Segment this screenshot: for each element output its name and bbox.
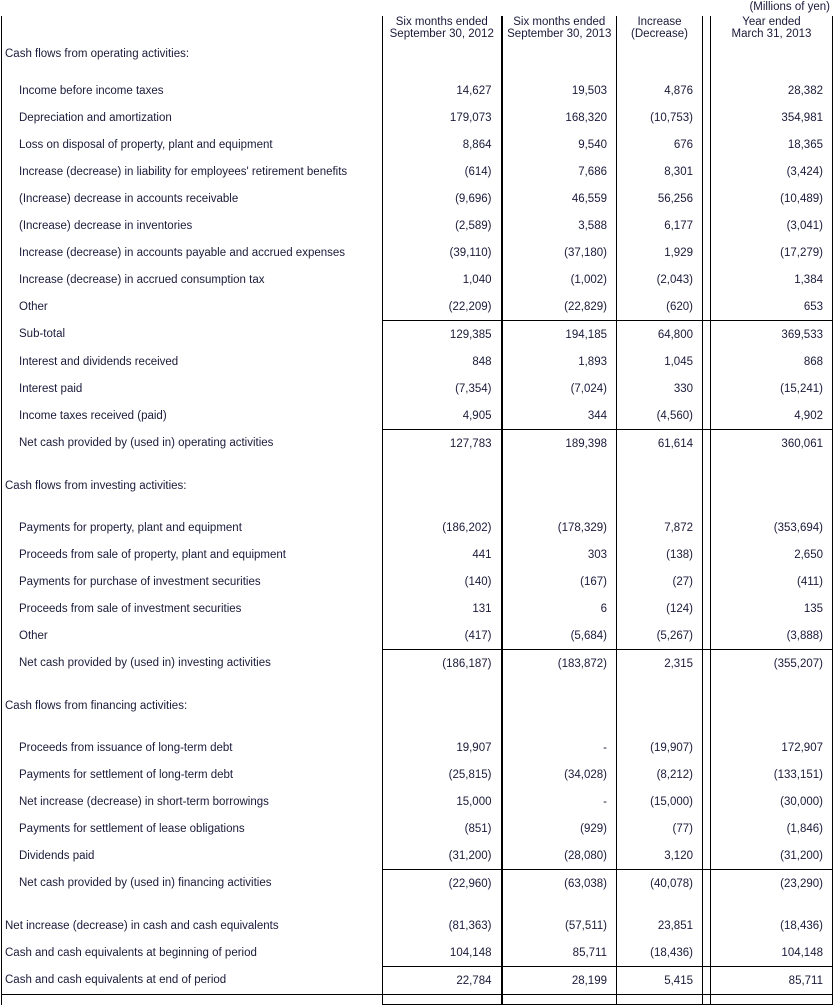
section-title: Cash flows from operating activities: xyxy=(2,40,383,67)
row-gap-cell xyxy=(703,40,711,67)
row-value-h1_2012: 22,784 xyxy=(383,967,502,995)
table-row xyxy=(2,131,833,158)
spacer-cell xyxy=(711,677,833,692)
row-value-h1_2012: (851) xyxy=(383,815,502,842)
table-row xyxy=(2,293,833,321)
table-closing-rule-row xyxy=(2,995,833,1005)
row-value-h1_2013: - xyxy=(502,788,617,815)
column-header-h1_2013 xyxy=(502,16,617,40)
spacer-cell xyxy=(502,67,617,77)
spacer-cell xyxy=(383,457,502,472)
row-gap-cell xyxy=(703,131,711,158)
row-value-fy2013: (3,424) xyxy=(711,158,833,185)
cash-flow-table-body xyxy=(2,16,833,1005)
row-value-h1_2012: (7,354) xyxy=(383,375,502,402)
row-label: (Increase) decrease in inventories xyxy=(2,212,383,239)
spacer-cell xyxy=(502,677,617,692)
header-label-cell xyxy=(2,16,383,40)
row-label: Proceeds from issuance of long-term debt xyxy=(2,734,383,761)
row-gap-cell xyxy=(703,761,711,788)
row-label: Net cash provided by (used in) operating activities xyxy=(2,430,383,458)
row-value-change: 56,256 xyxy=(617,185,703,212)
row-gap-cell xyxy=(703,104,711,131)
row-value-h1_2013: (57,511) xyxy=(502,912,617,939)
spacer-cell xyxy=(711,719,833,734)
section-title-spacer xyxy=(502,40,617,67)
row-value-h1_2012: (22,960) xyxy=(383,870,502,898)
spacer-row xyxy=(2,67,833,77)
spacer-cell xyxy=(383,499,502,514)
closing-rule-cell xyxy=(711,995,833,1005)
table-row xyxy=(2,104,833,131)
row-value-h1_2012: (25,815) xyxy=(383,761,502,788)
row-value-h1_2013: (37,180) xyxy=(502,239,617,266)
row-value-fy2013: (1,846) xyxy=(711,815,833,842)
spacer-cell xyxy=(703,677,711,692)
row-value-h1_2012: (614) xyxy=(383,158,502,185)
row-gap-cell xyxy=(703,348,711,375)
row-gap-cell xyxy=(703,622,711,650)
row-value-h1_2013: 28,199 xyxy=(502,967,617,995)
row-value-change: 5,415 xyxy=(617,967,703,995)
table-row xyxy=(2,650,833,678)
row-value-change: (18,436) xyxy=(617,939,703,967)
table-row xyxy=(2,185,833,212)
spacer-cell xyxy=(383,719,502,734)
row-value-change: 676 xyxy=(617,131,703,158)
section-title-spacer xyxy=(711,472,833,499)
row-value-fy2013: 354,981 xyxy=(711,104,833,131)
row-label: Proceeds from sale of investment securities xyxy=(2,595,383,622)
row-value-change: (2,043) xyxy=(617,266,703,293)
spacer-cell xyxy=(617,677,703,692)
row-value-fy2013: (23,290) xyxy=(711,870,833,898)
row-value-change: (19,907) xyxy=(617,734,703,761)
row-value-h1_2012: 15,000 xyxy=(383,788,502,815)
row-value-fy2013: 4,902 xyxy=(711,402,833,430)
row-value-fy2013: 653 xyxy=(711,293,833,321)
row-label: Cash and cash equivalents at end of period xyxy=(2,967,383,995)
row-label: Other xyxy=(2,622,383,650)
spacer-cell xyxy=(617,897,703,912)
row-gap-cell xyxy=(703,321,711,349)
row-value-fy2013: (31,200) xyxy=(711,842,833,870)
spacer-row xyxy=(2,457,833,472)
row-value-h1_2012: 104,148 xyxy=(383,939,502,967)
row-value-h1_2012: 1,040 xyxy=(383,266,502,293)
row-label: Net cash provided by (used in) financing activities xyxy=(2,870,383,898)
row-label: Increase (decrease) in accrued consumption tax xyxy=(2,266,383,293)
spacer-cell xyxy=(2,897,383,912)
row-gap-cell xyxy=(703,788,711,815)
row-value-fy2013: 18,365 xyxy=(711,131,833,158)
spacer-cell xyxy=(703,719,711,734)
row-value-h1_2013: (5,684) xyxy=(502,622,617,650)
row-value-change: 4,876 xyxy=(617,77,703,104)
row-value-h1_2013: 46,559 xyxy=(502,185,617,212)
row-value-h1_2012: (186,202) xyxy=(383,514,502,541)
row-value-h1_2013: (28,080) xyxy=(502,842,617,870)
spacer-cell xyxy=(711,897,833,912)
row-value-change: (77) xyxy=(617,815,703,842)
row-value-h1_2012: 131 xyxy=(383,595,502,622)
row-label: Loss on disposal of property, plant and equipment xyxy=(2,131,383,158)
row-value-h1_2012: (186,187) xyxy=(383,650,502,678)
row-value-fy2013: 1,384 xyxy=(711,266,833,293)
row-value-fy2013: 2,650 xyxy=(711,541,833,568)
row-value-fy2013: (30,000) xyxy=(711,788,833,815)
spacer-cell xyxy=(2,719,383,734)
closing-rule-cell xyxy=(2,995,383,1005)
row-value-change: (5,267) xyxy=(617,622,703,650)
row-gap-cell xyxy=(703,842,711,870)
row-value-change: (4,560) xyxy=(617,402,703,430)
table-row xyxy=(2,321,833,349)
spacer-cell xyxy=(711,457,833,472)
spacer-cell xyxy=(711,67,833,77)
spacer-cell xyxy=(2,677,383,692)
row-gap-cell xyxy=(703,293,711,321)
row-value-change: (620) xyxy=(617,293,703,321)
row-value-change: (40,078) xyxy=(617,870,703,898)
column-header-line2: September 30, 2012 xyxy=(389,28,494,40)
row-value-h1_2012: 8,864 xyxy=(383,131,502,158)
row-value-h1_2012: (417) xyxy=(383,622,502,650)
table-row xyxy=(2,266,833,293)
row-value-change: (8,212) xyxy=(617,761,703,788)
spacer-cell xyxy=(383,67,502,77)
row-label: Payments for purchase of investment securities xyxy=(2,568,383,595)
spacer-cell xyxy=(703,67,711,77)
spacer-cell xyxy=(502,499,617,514)
spacer-cell xyxy=(703,499,711,514)
row-value-h1_2013: 85,711 xyxy=(502,939,617,967)
row-value-h1_2013: 168,320 xyxy=(502,104,617,131)
row-label: Increase (decrease) in accounts payable and accrued expenses xyxy=(2,239,383,266)
table-row xyxy=(2,939,833,967)
row-value-h1_2013: (929) xyxy=(502,815,617,842)
spacer-cell xyxy=(617,457,703,472)
row-label: Payments for settlement of long-term debt xyxy=(2,761,383,788)
row-gap-cell xyxy=(703,472,711,499)
column-header-line2: March 31, 2013 xyxy=(731,28,812,40)
spacer-row xyxy=(2,499,833,514)
row-value-h1_2012: (140) xyxy=(383,568,502,595)
row-label: Interest paid xyxy=(2,375,383,402)
table-row xyxy=(2,967,833,995)
spacer-cell xyxy=(502,457,617,472)
row-value-change: 330 xyxy=(617,375,703,402)
section-title-spacer xyxy=(383,692,502,719)
section-title-spacer xyxy=(383,472,502,499)
section-title-spacer xyxy=(617,40,703,67)
row-value-fy2013: 28,382 xyxy=(711,77,833,104)
row-value-h1_2013: 19,503 xyxy=(502,77,617,104)
section-header-row xyxy=(2,472,833,499)
row-label: Cash and cash equivalents at beginning of period xyxy=(2,939,383,967)
row-value-fy2013: 104,148 xyxy=(711,939,833,967)
section-title-spacer xyxy=(711,692,833,719)
row-value-h1_2013: (167) xyxy=(502,568,617,595)
section-header-row xyxy=(2,40,833,67)
row-value-fy2013: (15,241) xyxy=(711,375,833,402)
row-gap-cell xyxy=(703,266,711,293)
row-value-h1_2013: (183,872) xyxy=(502,650,617,678)
column-header-line2: (Decrease) xyxy=(631,28,688,40)
spacer-cell xyxy=(2,67,383,77)
table-row xyxy=(2,430,833,458)
table-row xyxy=(2,541,833,568)
table-row xyxy=(2,158,833,185)
row-gap-cell xyxy=(703,734,711,761)
row-value-h1_2012: 441 xyxy=(383,541,502,568)
column-header-fy2013 xyxy=(711,16,833,40)
table-header-row xyxy=(2,16,833,40)
row-value-h1_2012: (81,363) xyxy=(383,912,502,939)
row-value-h1_2013: - xyxy=(502,734,617,761)
table-row xyxy=(2,622,833,650)
row-value-fy2013: 360,061 xyxy=(711,430,833,458)
spacer-cell xyxy=(502,719,617,734)
row-gap-cell xyxy=(703,430,711,458)
spacer-cell xyxy=(2,457,383,472)
row-value-h1_2012: (9,696) xyxy=(383,185,502,212)
row-gap-cell xyxy=(703,158,711,185)
row-value-h1_2012: 14,627 xyxy=(383,77,502,104)
spacer-cell xyxy=(711,499,833,514)
row-value-change: 7,872 xyxy=(617,514,703,541)
row-gap-cell xyxy=(703,541,711,568)
units-caption: (Millions of yen) xyxy=(749,1,830,13)
table-row xyxy=(2,842,833,870)
column-header-line1: Six months ended xyxy=(395,16,488,28)
section-title-spacer xyxy=(711,40,833,67)
section-title: Cash flows from investing activities: xyxy=(2,472,383,499)
row-gap-cell xyxy=(703,185,711,212)
spacer-cell xyxy=(617,67,703,77)
row-value-fy2013: 135 xyxy=(711,595,833,622)
row-value-fy2013: (353,694) xyxy=(711,514,833,541)
row-value-change: 3,120 xyxy=(617,842,703,870)
row-value-fy2013: 172,907 xyxy=(711,734,833,761)
row-value-h1_2012: 4,905 xyxy=(383,402,502,430)
row-value-h1_2013: (63,038) xyxy=(502,870,617,898)
row-value-h1_2013: 1,893 xyxy=(502,348,617,375)
table-row xyxy=(2,595,833,622)
row-gap-cell xyxy=(703,77,711,104)
row-value-h1_2012: (2,589) xyxy=(383,212,502,239)
row-label: Income before income taxes xyxy=(2,77,383,104)
row-value-fy2013: (18,436) xyxy=(711,912,833,939)
row-value-h1_2013: (1,002) xyxy=(502,266,617,293)
row-value-h1_2013: (22,829) xyxy=(502,293,617,321)
row-value-change: 64,800 xyxy=(617,321,703,349)
section-title-spacer xyxy=(502,692,617,719)
row-value-h1_2012: (22,209) xyxy=(383,293,502,321)
spacer-cell xyxy=(383,677,502,692)
row-value-change: 2,315 xyxy=(617,650,703,678)
cash-flow-table xyxy=(1,16,833,1005)
table-row xyxy=(2,912,833,939)
table-row xyxy=(2,375,833,402)
row-label: Proceeds from sale of property, plant and equipment xyxy=(2,541,383,568)
row-gap-cell xyxy=(703,939,711,967)
section-title-spacer xyxy=(617,692,703,719)
row-value-h1_2013: (34,028) xyxy=(502,761,617,788)
row-gap-cell xyxy=(703,870,711,898)
spacer-cell xyxy=(703,457,711,472)
row-gap-cell xyxy=(703,375,711,402)
row-label: Payments for property, plant and equipment xyxy=(2,514,383,541)
closing-rule-cell xyxy=(703,995,711,1005)
section-title: Cash flows from financing activities: xyxy=(2,692,383,719)
row-value-h1_2013: 7,686 xyxy=(502,158,617,185)
row-value-change: (27) xyxy=(617,568,703,595)
table-row xyxy=(2,761,833,788)
column-header-line1: Year ended xyxy=(742,16,801,28)
row-gap-cell xyxy=(703,912,711,939)
row-value-h1_2013: 344 xyxy=(502,402,617,430)
row-label: Increase (decrease) in liability for employees' retirement benefits xyxy=(2,158,383,185)
row-gap-cell xyxy=(703,650,711,678)
spacer-row xyxy=(2,897,833,912)
spacer-cell xyxy=(2,499,383,514)
spacer-cell xyxy=(617,499,703,514)
column-header-gap xyxy=(703,16,711,40)
table-row xyxy=(2,788,833,815)
row-label: Interest and dividends received xyxy=(2,348,383,375)
row-value-h1_2013: 303 xyxy=(502,541,617,568)
section-title-spacer xyxy=(617,472,703,499)
section-header-row xyxy=(2,692,833,719)
row-gap-cell xyxy=(703,967,711,995)
spacer-row xyxy=(2,719,833,734)
row-label: Dividends paid xyxy=(2,842,383,870)
table-row xyxy=(2,212,833,239)
row-label: Other xyxy=(2,293,383,321)
row-value-h1_2013: 6 xyxy=(502,595,617,622)
row-gap-cell xyxy=(703,402,711,430)
table-row xyxy=(2,77,833,104)
table-row xyxy=(2,239,833,266)
row-gap-cell xyxy=(703,815,711,842)
row-label: Sub-total xyxy=(2,321,383,349)
closing-rule-cell xyxy=(502,995,617,1005)
table-row xyxy=(2,734,833,761)
row-value-change: 61,614 xyxy=(617,430,703,458)
row-value-change: 23,851 xyxy=(617,912,703,939)
table-row xyxy=(2,815,833,842)
row-value-change: 6,177 xyxy=(617,212,703,239)
row-value-h1_2013: 3,588 xyxy=(502,212,617,239)
row-value-fy2013: (10,489) xyxy=(711,185,833,212)
row-value-change: (15,000) xyxy=(617,788,703,815)
spacer-cell xyxy=(383,897,502,912)
row-gap-cell xyxy=(703,239,711,266)
row-value-h1_2013: (178,329) xyxy=(502,514,617,541)
row-gap-cell xyxy=(703,212,711,239)
row-value-h1_2013: 189,398 xyxy=(502,430,617,458)
row-value-change: (124) xyxy=(617,595,703,622)
column-header-line2: September 30, 2013 xyxy=(507,28,612,40)
row-value-fy2013: (3,888) xyxy=(711,622,833,650)
row-value-fy2013: 868 xyxy=(711,348,833,375)
row-value-h1_2012: 129,385 xyxy=(383,321,502,349)
table-row xyxy=(2,348,833,375)
spacer-cell xyxy=(502,897,617,912)
row-value-h1_2012: (39,110) xyxy=(383,239,502,266)
table-row xyxy=(2,514,833,541)
row-value-h1_2012: (31,200) xyxy=(383,842,502,870)
row-gap-cell xyxy=(703,692,711,719)
row-label: Net increase (decrease) in short-term borrowings xyxy=(2,788,383,815)
row-value-h1_2012: 179,073 xyxy=(383,104,502,131)
row-value-h1_2013: 194,185 xyxy=(502,321,617,349)
row-value-h1_2013: 9,540 xyxy=(502,131,617,158)
row-value-h1_2013: (7,024) xyxy=(502,375,617,402)
row-gap-cell xyxy=(703,514,711,541)
row-value-change: (138) xyxy=(617,541,703,568)
column-header-line1: Six months ended xyxy=(513,16,606,28)
table-row xyxy=(2,870,833,898)
spacer-row xyxy=(2,677,833,692)
row-value-h1_2012: 848 xyxy=(383,348,502,375)
column-header-line1: Increase xyxy=(637,16,682,28)
row-value-fy2013: (355,207) xyxy=(711,650,833,678)
column-header-h1_2012 xyxy=(383,16,502,40)
row-value-fy2013: (411) xyxy=(711,568,833,595)
row-value-fy2013: 369,533 xyxy=(711,321,833,349)
section-title-spacer xyxy=(383,40,502,67)
row-value-change: (10,753) xyxy=(617,104,703,131)
table-row xyxy=(2,402,833,430)
row-label: Depreciation and amortization xyxy=(2,104,383,131)
row-value-change: 1,045 xyxy=(617,348,703,375)
row-label: Net cash provided by (used in) investing activities xyxy=(2,650,383,678)
row-value-fy2013: (3,041) xyxy=(711,212,833,239)
row-label: Income taxes received (paid) xyxy=(2,402,383,430)
section-title-spacer xyxy=(502,472,617,499)
row-value-fy2013: 85,711 xyxy=(711,967,833,995)
row-label: (Increase) decrease in accounts receivable xyxy=(2,185,383,212)
row-label: Net increase (decrease) in cash and cash equivalents xyxy=(2,912,383,939)
spacer-cell xyxy=(703,897,711,912)
row-value-fy2013: (17,279) xyxy=(711,239,833,266)
column-header-change xyxy=(617,16,703,40)
row-value-fy2013: (133,151) xyxy=(711,761,833,788)
row-value-change: 1,929 xyxy=(617,239,703,266)
row-value-change: 8,301 xyxy=(617,158,703,185)
closing-rule-cell xyxy=(383,995,502,1005)
row-gap-cell xyxy=(703,595,711,622)
row-label: Payments for settlement of lease obligations xyxy=(2,815,383,842)
row-gap-cell xyxy=(703,568,711,595)
spacer-cell xyxy=(617,719,703,734)
row-value-h1_2012: 19,907 xyxy=(383,734,502,761)
closing-rule-cell xyxy=(617,995,703,1005)
table-row xyxy=(2,568,833,595)
row-value-h1_2012: 127,783 xyxy=(383,430,502,458)
